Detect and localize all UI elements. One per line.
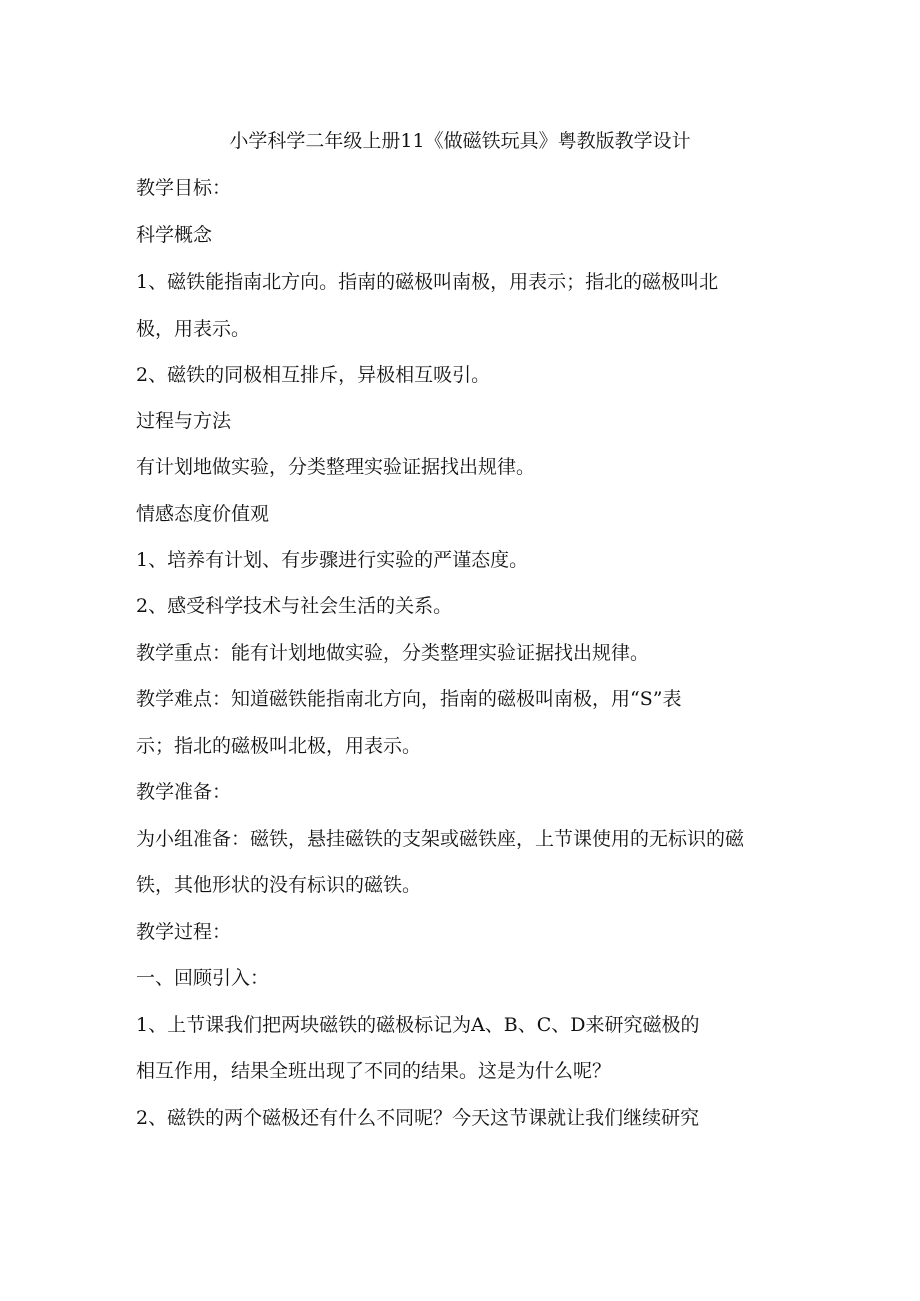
heading-science-concepts: 科学概念 (136, 224, 213, 246)
paragraph-line: 极，用表示。 (136, 318, 251, 340)
paragraph-line: 2、磁铁的同极相互排斥，异极相互吸引。 (136, 364, 491, 386)
paragraph-line: 示；指北的磁极叫北极，用表示。 (136, 735, 422, 757)
paragraph-line: 1、上节课我们把两块磁铁的磁极标记为A、B、C、D来研究磁极的 (136, 1014, 700, 1036)
heading-attitudes-values: 情感态度价值观 (136, 503, 270, 525)
heading-teaching-process: 教学过程： (136, 921, 232, 943)
paragraph-line: 2、感受科学技术与社会生活的关系。 (136, 595, 453, 617)
paragraph-line: 为小组准备：磁铁，悬挂磁铁的支架或磁铁座，上节课使用的无标识的磁 (136, 828, 745, 850)
paragraph-line: 1、磁铁能指南北方向。指南的磁极叫南极，用表示；指北的磁极叫北 (136, 271, 719, 293)
heading-process-methods: 过程与方法 (136, 410, 232, 432)
paragraph-key-points: 教学重点：能有计划地做实验，分类整理实验证据找出规律。 (136, 642, 650, 664)
paragraph-line: 有计划地做实验，分类整理实验证据找出规律。 (136, 456, 536, 478)
paragraph-line: 1、培养有计划、有步骤进行实验的严谨态度。 (136, 549, 529, 571)
heading-review-intro: 一、回顾引入： (136, 967, 270, 989)
paragraph-line: 铁，其他形状的没有标识的磁铁。 (136, 874, 422, 896)
paragraph-difficulties: 教学难点：知道磁铁能指南北方向，指南的磁极叫南极，用“S”表 (136, 688, 682, 710)
heading-teaching-goals: 教学目标： (136, 177, 232, 199)
paragraph-line: 2、磁铁的两个磁极还有什么不同呢？今天这节课就让我们继续研究 (136, 1107, 700, 1129)
document-title: 小学科学二年级上册11《做磁铁玩具》粤教版教学设计 (229, 130, 691, 152)
heading-preparation: 教学准备： (136, 781, 232, 803)
paragraph-line: 相互作用，结果全班出现了不同的结果。这是为什么呢？ (136, 1060, 612, 1082)
